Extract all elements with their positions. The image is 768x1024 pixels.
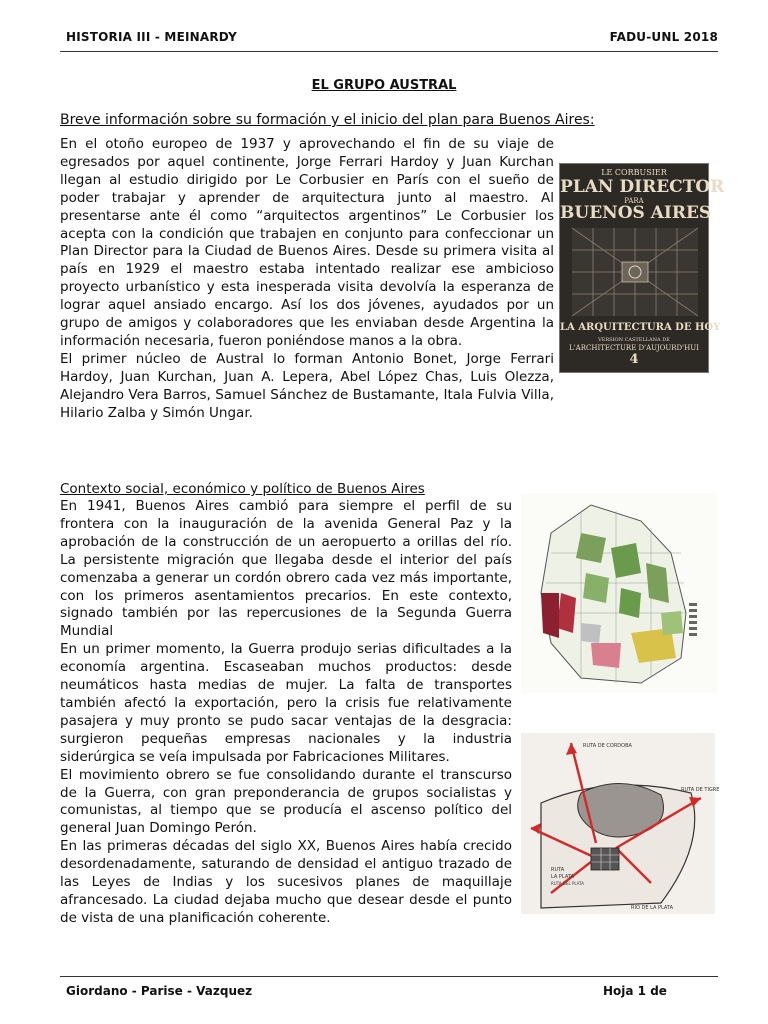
intro-subtitle: Breve información sobre su formación y el inicio del plan para Buenos Aires: [60, 112, 595, 128]
intro-paragraph-1: En el otoño europeo de 1937 y aprovechando el fin de su viaje de egresados por aquel continente, Jorge Ferrari Hardoy y Juan Kurchan llegan al estudio dirigido por Le Corbusier en París con el sueño de poder trabajar y aprender de arquitectura junto al maestro. Al presentarse ante él como “arquitectos argentinos” Le Corbusier los acepta con la condición que trabajen en conjunto para confeccionar un Plan Director para la Ciudad de Buenos Aires. Desde su primera visita al país en 1929 el maestro estaba intentado realizar ese ambicioso proyecto urbanístico y esta inesperada visita devolvía la esperanza de lograr aquel ansiado encargo. Así los dos jóvenes, ayudados por un grupo de amigos y colaboradores que les enviaban desde Argentina la información necesaria, fueron poniéndose manos a la obra. [60, 136, 554, 349]
context-text [60, 498, 512, 928]
cover-title-line2: PARA [624, 197, 644, 205]
footer-authors: Giordano - Parise - Vazquez [66, 984, 253, 998]
label-ruta-tigre: RUTA DE TIGRE [681, 787, 720, 793]
zoning-map-image [521, 493, 717, 693]
header-rule [60, 51, 718, 52]
cover-city-plan-graphic [572, 228, 698, 316]
cover-note-1: VERSION CASTELLANA DE [598, 337, 670, 343]
cover-series: LA ARQUITECTURA DE HOY [560, 322, 721, 333]
book-cover-image [559, 163, 725, 373]
cover-title-line1: PLAN DIRECTOR [560, 177, 725, 197]
context-paragraph-4: En las primeras décadas del siglo XX, Buenos Aires había crecido desordenadamente, saturando de densidad el antiguo trazado de las Leyes de Indias y los sucesivos planes de maquillaje afrancesado. La ciudad dejaba mucho que desear desde el punto de vista de una planificación coherente. [60, 838, 512, 926]
page-title: EL GRUPO AUSTRAL [311, 78, 457, 93]
cover-number: 4 [629, 352, 639, 367]
intro-text [60, 136, 554, 423]
label-rio-de-la-plata: RIO DE LA PLATA [631, 905, 674, 911]
label-ruta-cordoba: RUTA DE CORDOBA [583, 743, 632, 749]
context-paragraph-3: El movimiento obrero se fue consolidando durante el transcurso de la Guerra, con gran preponderancia de grupos socialistas y comunistas, al tiempo que se producía el ascenso político del general Juan Domingo Perón. [60, 766, 512, 837]
header-course: HISTORIA III - MEINARDY [66, 30, 237, 44]
road-diagram-image [521, 733, 720, 914]
context-paragraph-2: En un primer momento, la Guerra produjo serias dificultades a la economía argentina. Escaseaban muchos productos: desde neumáticos hasta medias de mujer. La falta de transportes también afectó la exportación, pero la crisis fue relativamente pasajera y muy pronto se pudo sacar ventajas de la desgracia: surgieron pequeñas empresas nacionales y la industria siderúrgica se veía impulsada por Fabricaciones Militares. [60, 641, 512, 765]
label-la-plata: LA PLATA [551, 874, 574, 880]
footer-page-number: Hoja 1 de [603, 984, 667, 998]
cover-title-line3: BUENOS AIRES [560, 203, 712, 223]
context-section-title: Contexto social, económico y político de Buenos Aires [60, 481, 425, 497]
context-paragraph-1: En 1941, Buenos Aires cambió para siempre el perfil de su frontera con la inauguración de la avenida General Paz y la aprobación de la construcción de un aeropuerto a orillas del río. La persistente migración que llegaba desde el interior del país comenzaba a generar un cordón obrero cada vez más importante, con los primeros asentamientos precarios. En este contexto, signado también por las repercusiones de la Segunda Guerra Mundial [60, 498, 512, 640]
footer-rule [60, 976, 718, 977]
cover-note-2: L'ARCHITECTURE D'AUJOURD'HUI [569, 344, 699, 352]
intro-paragraph-2: El primer núcleo de Austral lo forman Antonio Bonet, Jorge Ferrari Hardoy, Juan Kurchan, Juan A. Lepera, Abel López Chas, Luis Olezza, Alejandro Vera Barros, Samuel Sánchez de Bustamante, Itala Fulvia Villa, Hilario Zalba y Simón Ungar. [60, 350, 554, 421]
cover-author: LE CORBUSIER [601, 168, 667, 177]
label-ruta: RUTA [551, 867, 565, 873]
label-ruta-del-plata: RUTA DEL PLATA [551, 881, 584, 886]
header-institution: FADU-UNL 2018 [609, 30, 718, 44]
